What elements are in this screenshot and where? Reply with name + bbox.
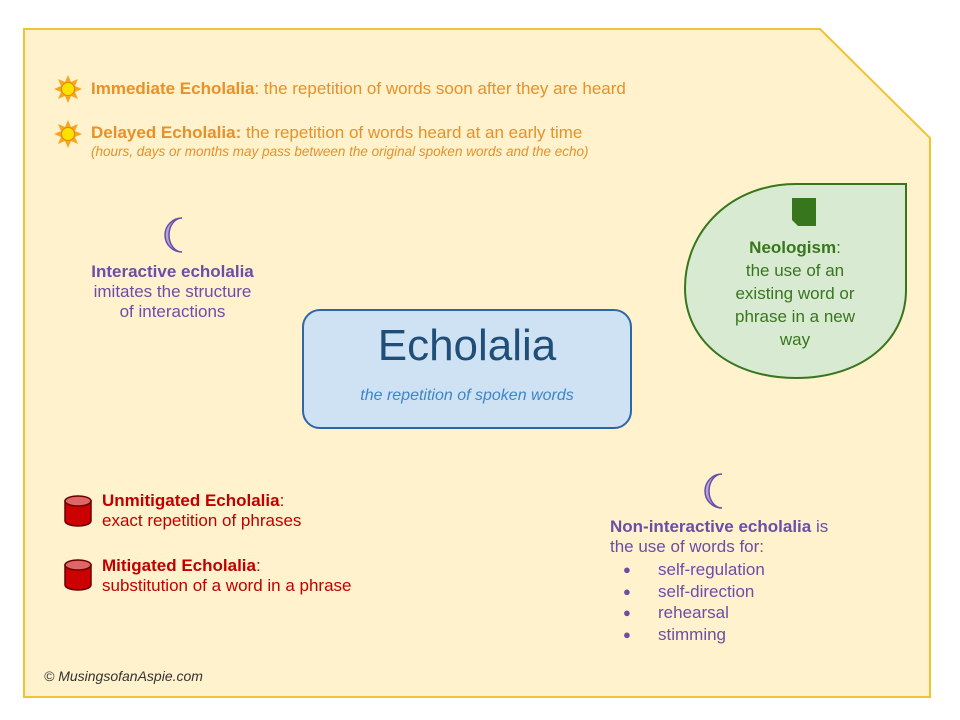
list-item: ● self-regulation <box>610 559 828 581</box>
sun-icon <box>53 74 83 104</box>
neologism-heading <box>710 236 880 259</box>
list-item: ● stimming <box>610 624 828 646</box>
interactive-echolalia-term: Interactive echolalia <box>91 262 254 281</box>
cylinder-icon <box>63 558 93 592</box>
immediate-echolalia-line <box>91 79 626 99</box>
moon-icon <box>155 216 185 254</box>
neologism-separator: : <box>836 238 841 257</box>
cylinder-icon <box>63 494 93 528</box>
non-interactive-line-2: the use of words for: <box>610 537 765 556</box>
list-item: ● rehearsal <box>610 602 828 624</box>
non-interactive-heading <box>610 517 828 537</box>
square-icon <box>790 196 818 228</box>
delayed-echolalia-definition: the repetition of words heard at an early time <box>241 123 583 142</box>
non-interactive-term-suffix: is <box>811 517 829 536</box>
neologism-line-2: existing word or <box>735 284 855 303</box>
neologism-block <box>710 236 880 351</box>
unmitigated-echolalia-term: Unmitigated Echolalia <box>102 491 280 510</box>
non-interactive-list <box>610 559 828 645</box>
non-interactive-echolalia-block <box>610 517 828 645</box>
mitigated-echolalia-block <box>102 556 351 596</box>
center-title: Echolalia <box>377 321 557 370</box>
mitigated-echolalia-term: Mitigated Echolalia <box>102 556 256 575</box>
immediate-echolalia-term: Immediate Echolalia <box>91 79 255 98</box>
interactive-echolalia-line-2: of interactions <box>119 302 226 321</box>
interactive-echolalia-block <box>60 262 285 322</box>
delayed-echolalia-term: Delayed Echolalia: <box>91 123 242 142</box>
mitigated-heading <box>102 556 351 576</box>
echolalia-center-box <box>302 309 632 429</box>
immediate-echolalia-separator: : <box>254 79 260 98</box>
neologism-line-1: the use of an <box>745 261 845 280</box>
neologism-line-3: phrase in a new <box>734 307 856 326</box>
mitigated-separator: : <box>255 556 261 575</box>
sun-icon <box>53 119 83 149</box>
interactive-echolalia-line-1: imitates the structure <box>93 282 252 301</box>
unmitigated-echolalia-block <box>102 491 301 531</box>
moon-icon <box>695 472 725 510</box>
mitigated-definition: substitution of a word in a phrase <box>102 576 352 595</box>
immediate-echolalia-definition: the repetition of words soon after they are heard <box>259 79 626 98</box>
delayed-echolalia-note: (hours, days or months may pass between the original spoken words and the echo) <box>91 144 589 159</box>
non-interactive-echolalia-term: Non-interactive echolalia <box>610 517 812 536</box>
neologism-line-4: way <box>779 330 811 349</box>
unmitigated-separator: : <box>279 491 285 510</box>
copyright-text: © MusingsofanAspie.com <box>44 668 203 684</box>
center-subtitle: the repetition of spoken words <box>360 387 574 404</box>
unmitigated-definition: exact repetition of phrases <box>102 511 302 530</box>
delayed-echolalia-line <box>91 123 582 143</box>
list-item: ● self-direction <box>610 581 828 603</box>
neologism-term: Neologism <box>749 238 837 257</box>
unmitigated-heading <box>102 491 301 511</box>
